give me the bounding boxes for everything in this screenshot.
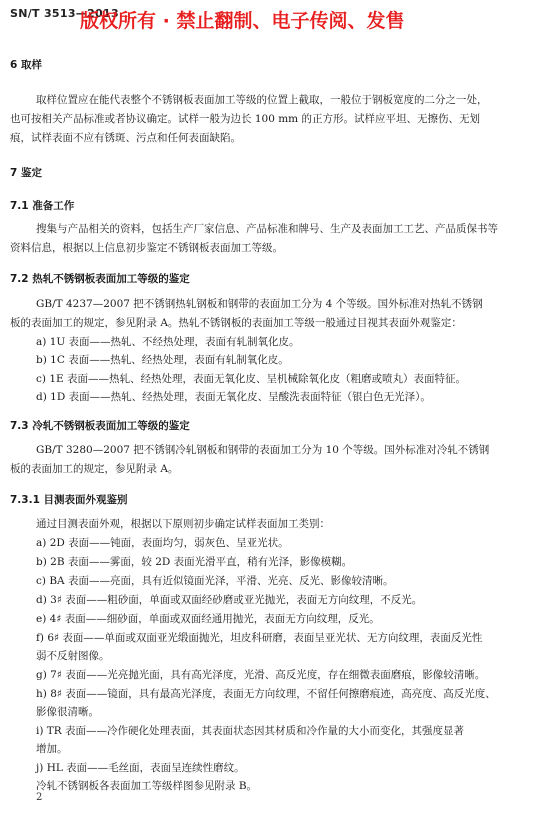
- list-item: d) 3♯ 表面——粗砂面，单面或双面经砂磨或亚光抛光，表面无方向纹理，不反光。: [36, 594, 423, 606]
- list-item: a) 2D 表面——钝面，表面均匀，弱灰色、呈亚光状。: [36, 537, 289, 549]
- section-7-3-1-title: 7.3.1 目测表面外观鉴别: [10, 494, 128, 506]
- section-7-1-title: 7.1 准备工作: [10, 200, 75, 212]
- list-item: e) 4♯ 表面——细砂面，单面或双面经通用抛光，表面无方向纹理，反光。: [36, 613, 380, 625]
- section-7-2-title: 7.2 热轧不锈钢板表面加工等级的鉴定: [10, 273, 190, 285]
- list-item: d) 1D 表面——热轧、经热处理，表面无氧化皮、呈酸洗表面特征（银白色无光泽）。: [36, 391, 431, 403]
- page-number: 2: [36, 792, 43, 803]
- list-item: b) 1C 表面——热轧、经热处理，表面有轧制氧化皮。: [36, 354, 289, 366]
- copyright-watermark: 版权所有 · 禁止翻制、电子传阅、发售: [80, 10, 405, 32]
- section-6-line-1: 取样位置应在能代表整个不锈钢板表面加工等级的位置上截取，一般位于钢板宽度的二分之一处，: [36, 94, 488, 106]
- list-item: j) HL 表面——毛丝面，表面呈连续性磨纹。: [36, 762, 245, 774]
- section-7-3-title: 7.3 冷轧不锈钢板表面加工等级的鉴定: [10, 420, 190, 432]
- list-item: c) 1E 表面——热轧、经热处理，表面无氧化皮、呈机械除氧化皮（粗磨或喷丸）表面特征。: [36, 373, 466, 385]
- list-item: f) 6♯ 表面——单面或双面亚光缎面抛光，坦皮科研磨，表面呈亚光状、无方向纹理，表面反光性: [36, 632, 483, 644]
- list-item: 增加。: [36, 743, 68, 755]
- section-7-title: 7 鉴定: [10, 167, 42, 179]
- list-item: c) BA 表面——亮面，具有近似镜面光泽，平滑、光亮、反光、影像较清晰。: [36, 575, 394, 587]
- list-item: 弱不反射图像。: [36, 650, 110, 662]
- list-item: h) 8♯ 表面——镜面，具有最高光泽度，表面无方向纹理，不留任何擦磨痕迹，高亮度、高反光度、: [36, 688, 496, 700]
- section-7-2-line-2: 板的表面加工的规定，参见附录 A。热轧不锈钢板的表面加工等级一般通过目视其表面外观鉴定：: [10, 317, 462, 329]
- standard-code: SN/T 3513—2013: [10, 7, 119, 20]
- list-item: 影像很清晰。: [36, 706, 99, 718]
- list-item: b) 2B 表面——雾面，较 2D 表面光滑平直，稍有光泽，影像模糊。: [36, 556, 353, 568]
- section-7-1-line-2: 资料信息，根据以上信息初步鉴定不锈钢板表面加工等级。: [10, 242, 283, 254]
- section-7-3-1-note: 冷轧不锈钢板各表面加工等级样图参见附录 B。: [36, 780, 258, 792]
- section-7-3-line-2: 板的表面加工的规定，参见附录 A。: [10, 463, 179, 475]
- section-7-2-line-1: GB/T 4237—2007 把不锈钢热轧钢板和钢带的表面加工分为 4 个等级。国外标准对热轧不锈钢: [36, 298, 483, 310]
- section-6-line-3: 痕，试样表面不应有锈斑、污点和任何表面缺陷。: [10, 132, 241, 144]
- section-6-line-2: 也可按相关产品标准或者协议确定。试样一般为边长 100 mm 的正方形。试样应平坦、无擦伤、无划: [10, 113, 480, 125]
- section-6-title: 6 取样: [10, 59, 42, 71]
- section-7-3-line-1: GB/T 3280—2007 把不锈钢冷轧钢板和钢带的表面加工分为 10 个等级。国外标准对冷轧不锈钢: [36, 444, 490, 456]
- list-item: i) TR 表面——冷作硬化处理表面，其表面状态因其材质和冷作量的大小而变化，其强度显著: [36, 725, 465, 737]
- list-item: a) 1U 表面——热轧、不经热处理，表面有轧制氧化皮。: [36, 336, 300, 348]
- section-7-1-line-1: 搜集与产品相关的资料，包括生产厂家信息、产品标准和牌号、生产及表面加工工艺、产品质保书等: [36, 223, 498, 235]
- section-7-3-1-intro: 通过目测表面外观，根据以下原则初步确定试样表面加工类别：: [36, 518, 330, 530]
- list-item: g) 7♯ 表面——光亮抛光面，具有高光泽度，光滑、高反光度，存在细微表面磨痕，影像较清晰。: [36, 669, 486, 681]
